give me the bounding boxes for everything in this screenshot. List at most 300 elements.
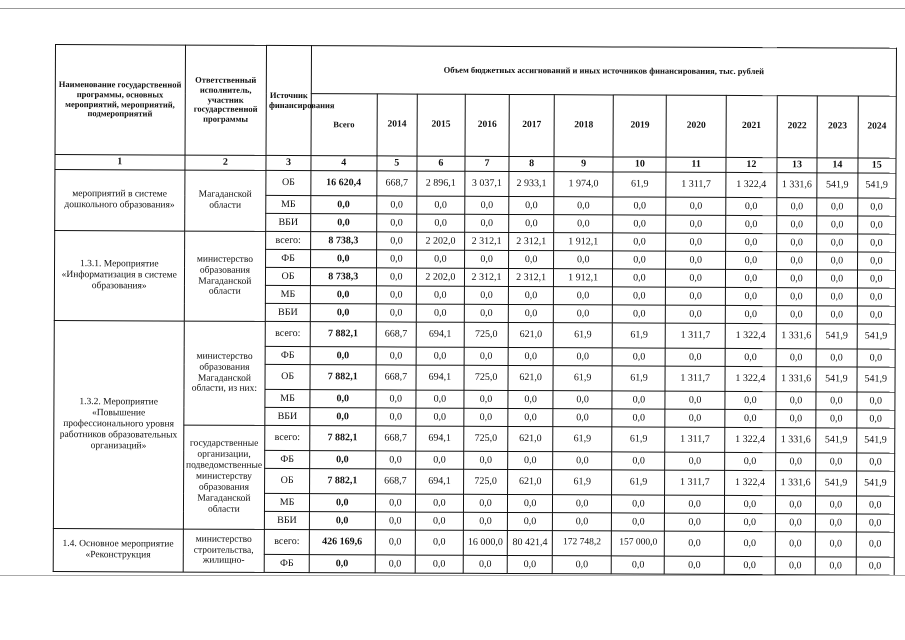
year-value-cell: 0,0 <box>776 252 816 270</box>
year-value-cell: 0,0 <box>857 252 896 270</box>
year-value-cell: 0,0 <box>417 196 465 214</box>
year-value-cell: 0,0 <box>553 409 613 427</box>
year-value-cell: 0,0 <box>815 532 855 557</box>
year-value-cell: 0,0 <box>725 305 776 323</box>
year-value-cell: 621,0 <box>508 426 553 451</box>
header-resp-col: Ответственный исполнитель, участник государственной программы <box>185 45 267 155</box>
year-value-cell: 0,0 <box>776 288 816 306</box>
year-value-cell: 0,0 <box>552 513 612 531</box>
year-value-cell: 0,0 <box>376 214 416 232</box>
year-value-cell: 1 311,7 <box>666 172 726 197</box>
year-value-cell: 541,9 <box>857 173 896 198</box>
year-value-cell: 0,0 <box>775 557 815 575</box>
total-value-cell: 0,0 <box>310 390 376 408</box>
year-value-cell: 694,1 <box>416 365 464 390</box>
year-value-cell: 0,0 <box>726 197 777 215</box>
total-value-cell: 0,0 <box>310 408 376 426</box>
year-value-cell: 1 322,4 <box>726 172 777 197</box>
year-value-cell: 0,0 <box>856 453 895 471</box>
responsible-executor-cell: министерство образования Магаданской области <box>184 231 266 321</box>
total-value-cell: 7 882,1 <box>310 426 376 451</box>
year-value-cell: 0,0 <box>666 233 726 251</box>
year-value-cell: 0,0 <box>553 251 613 269</box>
total-value-cell: 8 738,3 <box>310 268 376 286</box>
year-value-cell: 0,0 <box>665 452 725 470</box>
year-value-cell: 0,0 <box>464 214 509 232</box>
responsible-executor-cell: Магаданской области <box>184 170 266 231</box>
year-value-cell: 61,9 <box>553 366 613 391</box>
header-year-2018: 2018 <box>554 95 614 157</box>
year-value-cell: 0,0 <box>508 512 553 530</box>
year-value-cell: 1 311,7 <box>665 470 725 495</box>
year-value-cell: 0,0 <box>612 556 665 574</box>
year-value-cell: 725,0 <box>463 469 508 494</box>
year-value-cell: 0,0 <box>509 304 554 322</box>
year-value-cell: 0,0 <box>776 270 816 288</box>
year-value-cell: 541,9 <box>816 428 856 453</box>
year-value-cell: 0,0 <box>612 409 665 427</box>
year-value-cell: 0,0 <box>416 304 464 322</box>
year-value-cell: 0,0 <box>508 555 553 573</box>
year-value-cell: 0,0 <box>375 408 415 426</box>
year-value-cell: 1 311,7 <box>666 323 726 348</box>
year-value-cell: 0,0 <box>725 287 776 305</box>
year-value-cell: 0,0 <box>509 286 554 304</box>
total-value-cell: 16 620,4 <box>311 171 377 196</box>
year-value-cell: 0,0 <box>613 287 666 305</box>
column-number: 14 <box>817 158 857 173</box>
column-number: 12 <box>726 157 777 172</box>
year-value-cell: 1 912,1 <box>553 269 613 287</box>
funding-source-cell: ФБ <box>264 554 309 572</box>
year-value-cell: 61,9 <box>612 427 665 452</box>
funding-source-cell: МБ <box>266 195 311 213</box>
year-value-cell: 694,1 <box>416 322 464 347</box>
header-year-2022: 2022 <box>777 96 818 158</box>
year-value-cell: 1 322,4 <box>725 366 776 391</box>
year-value-cell: 0,0 <box>817 252 857 270</box>
year-value-cell: 725,0 <box>463 426 508 451</box>
year-value-cell: 668,7 <box>376 322 416 347</box>
year-value-cell: 0,0 <box>415 512 463 530</box>
column-number: 4 <box>311 156 377 171</box>
year-value-cell: 0,0 <box>464 304 509 322</box>
year-value-cell: 0,0 <box>612 513 665 531</box>
year-value-cell: 0,0 <box>375 494 415 512</box>
total-value-cell: 426 169,6 <box>309 530 375 555</box>
year-value-cell: 0,0 <box>415 530 463 555</box>
funding-source-cell: ФБ <box>265 450 310 468</box>
total-value-cell: 8 738,3 <box>310 232 376 250</box>
year-value-cell: 0,0 <box>375 512 415 530</box>
year-value-cell: 0,0 <box>817 270 857 288</box>
year-value-cell: 0,0 <box>665 513 725 531</box>
year-value-cell: 0,0 <box>817 288 857 306</box>
funding-source-cell: ОБ <box>266 170 311 195</box>
year-value-cell: 0,0 <box>508 347 553 365</box>
year-value-cell: 0,0 <box>553 391 613 409</box>
year-value-cell: 0,0 <box>776 306 816 324</box>
year-value-cell: 0,0 <box>464 408 509 426</box>
year-value-cell: 0,0 <box>416 451 464 469</box>
table-row <box>55 231 896 253</box>
header-year-2023: 2023 <box>817 96 858 158</box>
year-value-cell: 172 748,2 <box>552 531 612 556</box>
year-value-cell: 0,0 <box>815 557 855 575</box>
year-value-cell: 16 000,0 <box>463 530 508 555</box>
year-value-cell: 0,0 <box>416 408 464 426</box>
year-value-cell: 0,0 <box>724 556 775 574</box>
year-value-cell: 61,9 <box>612 366 665 391</box>
year-value-cell: 0,0 <box>376 286 416 304</box>
year-value-cell: 541,9 <box>816 471 856 496</box>
funding-source-cell: ОБ <box>266 267 311 285</box>
budget-table-wrapper <box>53 44 897 576</box>
year-value-cell: 0,0 <box>376 268 416 286</box>
year-value-cell: 0,0 <box>508 408 553 426</box>
year-value-cell: 0,0 <box>857 349 896 367</box>
total-value-cell: 0,0 <box>309 451 375 469</box>
year-value-cell: 668,7 <box>376 365 416 390</box>
year-value-cell: 694,1 <box>416 469 464 494</box>
header-year-2014: 2014 <box>377 94 418 156</box>
year-value-cell: 0,0 <box>724 495 775 513</box>
total-value-cell: 0,0 <box>311 214 377 232</box>
responsible-executor-cell: министерство образования Магаданской области, из них: <box>183 321 265 425</box>
year-value-cell: 0,0 <box>613 233 666 251</box>
header-year-2016: 2016 <box>465 94 510 156</box>
year-value-cell: 621,0 <box>508 365 553 390</box>
year-value-cell: 0,0 <box>775 496 815 514</box>
year-value-cell: 0,0 <box>612 348 665 366</box>
year-value-cell: 0,0 <box>857 306 896 324</box>
year-value-cell: 1 322,4 <box>724 470 775 495</box>
year-value-cell: 0,0 <box>612 495 665 513</box>
year-value-cell: 2 202,0 <box>417 232 465 250</box>
year-value-cell: 0,0 <box>376 390 416 408</box>
year-value-cell: 61,9 <box>553 323 613 348</box>
year-value-cell: 541,9 <box>856 428 895 453</box>
year-value-cell: 725,0 <box>464 322 509 347</box>
year-value-cell: 0,0 <box>613 251 666 269</box>
year-value-cell: 0,0 <box>816 349 856 367</box>
year-value-cell: 0,0 <box>856 496 895 514</box>
year-value-cell: 0,0 <box>553 452 613 470</box>
header-total-col: Всего <box>311 94 377 156</box>
year-value-cell: 0,0 <box>776 234 816 252</box>
header-year-2019: 2019 <box>613 95 666 157</box>
year-value-cell: 0,0 <box>776 453 816 471</box>
year-value-cell: 0,0 <box>417 214 465 232</box>
year-value-cell: 1 322,4 <box>725 427 776 452</box>
year-value-cell: 2 312,1 <box>509 268 554 286</box>
total-value-cell: 0,0 <box>310 286 376 304</box>
year-value-cell: 0,0 <box>463 512 508 530</box>
header-year-2021: 2021 <box>726 95 777 157</box>
funding-source-cell: ВБИ <box>266 303 311 321</box>
year-value-cell: 0,0 <box>375 451 415 469</box>
year-value-cell: 541,9 <box>817 173 857 198</box>
year-value-cell: 725,0 <box>464 365 509 390</box>
year-value-cell: 0,0 <box>665 391 725 409</box>
column-number: 2 <box>184 155 266 170</box>
year-value-cell: 694,1 <box>416 426 464 451</box>
year-value-cell: 61,9 <box>613 172 666 197</box>
year-value-cell: 0,0 <box>856 557 895 575</box>
year-value-cell: 0,0 <box>417 250 465 268</box>
year-value-cell: 0,0 <box>665 556 725 574</box>
year-value-cell: 0,0 <box>552 556 612 574</box>
table-row <box>55 170 896 199</box>
column-number: 1 <box>55 155 185 171</box>
year-value-cell: 0,0 <box>816 514 856 532</box>
year-value-cell: 0,0 <box>554 215 614 233</box>
year-value-cell: 1 311,7 <box>665 366 725 391</box>
funding-source-cell: всего: <box>265 321 310 346</box>
year-value-cell: 0,0 <box>464 250 509 268</box>
year-value-cell: 0,0 <box>666 197 726 215</box>
column-number: 13 <box>777 158 817 173</box>
year-value-cell: 0,0 <box>817 198 857 216</box>
year-value-cell: 2 312,1 <box>464 232 509 250</box>
year-value-cell: 0,0 <box>509 214 554 232</box>
header-year-2017: 2017 <box>509 94 554 156</box>
year-value-cell: 0,0 <box>416 390 464 408</box>
year-value-cell: 3 037,1 <box>465 171 510 196</box>
total-value-cell: 0,0 <box>310 250 376 268</box>
year-value-cell: 541,9 <box>816 367 856 392</box>
year-value-cell: 0,0 <box>725 452 776 470</box>
year-value-cell: 0,0 <box>612 391 665 409</box>
year-value-cell: 0,0 <box>816 453 856 471</box>
year-value-cell: 61,9 <box>552 470 612 495</box>
year-value-cell: 621,0 <box>508 469 553 494</box>
year-value-cell: 0,0 <box>724 513 775 531</box>
year-value-cell: 0,0 <box>724 531 775 556</box>
year-value-cell: 0,0 <box>817 216 857 234</box>
year-value-cell: 0,0 <box>554 197 614 215</box>
year-value-cell: 1 974,0 <box>554 172 614 197</box>
year-value-cell: 0,0 <box>665 531 725 556</box>
funding-source-cell: ФБ <box>266 249 311 267</box>
header-source-col: Источник финансирования <box>266 45 311 155</box>
year-value-cell: 621,0 <box>509 322 554 347</box>
year-value-cell: 0,0 <box>775 514 815 532</box>
year-value-cell: 61,9 <box>613 323 666 348</box>
year-value-cell: 0,0 <box>817 234 857 252</box>
table-row <box>54 320 895 349</box>
header-volume-col: Объем бюджетных ассигнований и иных источников финансирования, тыс. рублей <box>311 46 896 97</box>
year-value-cell: 80 421,4 <box>508 530 553 555</box>
year-value-cell: 0,0 <box>777 216 817 234</box>
header-year-2020: 2020 <box>666 95 726 157</box>
year-value-cell: 61,9 <box>553 427 613 452</box>
year-value-cell: 0,0 <box>465 196 510 214</box>
year-value-cell: 0,0 <box>552 495 612 513</box>
year-value-cell: 0,0 <box>725 251 776 269</box>
year-value-cell: 1 331,6 <box>776 367 816 392</box>
year-value-cell: 0,0 <box>553 305 613 323</box>
total-value-cell: 0,0 <box>310 304 376 322</box>
funding-source-cell: МБ <box>265 389 310 407</box>
funding-source-cell: ФБ <box>265 346 310 364</box>
funding-source-cell: ВБИ <box>266 213 311 231</box>
year-value-cell: 2 896,1 <box>417 171 465 196</box>
year-value-cell: 0,0 <box>725 409 776 427</box>
budget-table <box>53 44 897 576</box>
program-name-cell: 1.4. Основное мероприятие «Реконструкция <box>53 528 183 572</box>
year-value-cell: 2 202,0 <box>416 268 464 286</box>
year-value-cell: 0,0 <box>725 269 776 287</box>
year-value-cell: 0,0 <box>463 451 508 469</box>
year-value-cell: 0,0 <box>508 494 553 512</box>
year-value-cell: 0,0 <box>725 348 776 366</box>
year-value-cell: 0,0 <box>665 409 725 427</box>
total-value-cell: 7 882,1 <box>310 365 376 390</box>
year-value-cell: 0,0 <box>376 347 416 365</box>
year-value-cell: 0,0 <box>416 347 464 365</box>
funding-source-cell: всего: <box>265 425 310 450</box>
year-value-cell: 0,0 <box>375 530 415 555</box>
table-body <box>53 170 896 576</box>
column-number: 8 <box>509 156 554 171</box>
year-value-cell: 541,9 <box>857 367 896 392</box>
year-value-cell: 668,7 <box>375 469 415 494</box>
year-value-cell: 1 331,6 <box>776 324 816 349</box>
column-number: 3 <box>266 155 311 170</box>
year-value-cell: 2 312,1 <box>464 268 509 286</box>
funding-source-cell: ОБ <box>265 468 310 493</box>
year-value-cell: 0,0 <box>463 555 508 573</box>
total-value-cell: 7 882,1 <box>310 322 376 347</box>
funding-source-cell: всего: <box>265 529 310 554</box>
year-value-cell: 157 000,0 <box>612 531 665 556</box>
total-value-cell: 0,0 <box>309 512 375 530</box>
total-value-cell: 0,0 <box>309 494 375 512</box>
year-value-cell: 0,0 <box>857 198 896 216</box>
year-value-cell: 0,0 <box>857 234 896 252</box>
year-value-cell: 2 933,1 <box>509 171 554 196</box>
year-value-cell: 0,0 <box>613 197 666 215</box>
year-value-cell: 0,0 <box>375 555 415 573</box>
year-value-cell: 0,0 <box>666 305 726 323</box>
top-divider <box>0 8 905 9</box>
year-value-cell: 0,0 <box>509 250 554 268</box>
responsible-executor-cell: министерство строительства, жилищно- <box>183 529 265 572</box>
year-value-cell: 0,0 <box>856 392 895 410</box>
year-value-cell: 0,0 <box>613 269 666 287</box>
year-value-cell: 1 331,6 <box>776 428 816 453</box>
column-number: 6 <box>417 156 465 171</box>
year-value-cell: 61,9 <box>612 470 665 495</box>
header-name-col: Наименование государственной программы, основных мероприятий, мероприятий, подмероприятий <box>55 45 185 156</box>
total-value-cell: 7 882,1 <box>309 469 375 494</box>
year-value-cell: 1 912,1 <box>554 233 614 251</box>
year-value-cell: 0,0 <box>415 494 463 512</box>
header-year-2024: 2024 <box>858 96 897 158</box>
year-value-cell: 0,0 <box>464 347 509 365</box>
year-value-cell: 0,0 <box>666 348 726 366</box>
year-value-cell: 0,0 <box>553 287 613 305</box>
program-name-cell: 1.3.1. Мероприятие «Информатизация в системе образования» <box>54 231 184 322</box>
year-value-cell: 1 322,4 <box>725 323 776 348</box>
year-value-cell: 0,0 <box>857 270 896 288</box>
funding-source-cell: всего: <box>266 231 311 249</box>
funding-source-cell: МБ <box>266 285 311 303</box>
year-value-cell: 0,0 <box>613 215 666 233</box>
year-value-cell: 0,0 <box>666 251 726 269</box>
year-value-cell: 0,0 <box>856 532 895 557</box>
funding-source-cell: ВБИ <box>265 511 310 529</box>
year-value-cell: 0,0 <box>776 349 816 367</box>
year-value-cell: 0,0 <box>508 390 553 408</box>
year-value-cell: 0,0 <box>666 215 726 233</box>
year-value-cell: 0,0 <box>416 286 464 304</box>
year-value-cell: 541,9 <box>856 471 895 496</box>
column-number: 11 <box>666 157 726 172</box>
total-value-cell: 0,0 <box>311 196 377 214</box>
year-value-cell: 0,0 <box>464 390 509 408</box>
program-name-cell: мероприятий в системе дошкольного образования» <box>55 170 185 232</box>
year-value-cell: 1 331,6 <box>775 471 815 496</box>
year-value-cell: 0,0 <box>857 216 896 234</box>
year-value-cell: 0,0 <box>612 452 665 470</box>
table-header <box>55 45 897 174</box>
column-number: 7 <box>465 156 510 171</box>
year-value-cell: 0,0 <box>725 391 776 409</box>
year-value-cell: 0,0 <box>856 514 895 532</box>
year-value-cell: 0,0 <box>376 304 416 322</box>
year-value-cell: 0,0 <box>775 532 815 557</box>
column-number: 15 <box>857 158 896 173</box>
year-value-cell: 0,0 <box>464 286 509 304</box>
year-value-cell: 0,0 <box>376 196 416 214</box>
year-value-cell: 0,0 <box>856 410 895 428</box>
year-value-cell: 0,0 <box>816 306 856 324</box>
bottom-divider <box>0 575 905 576</box>
column-number: 10 <box>613 157 666 172</box>
year-value-cell: 1 331,6 <box>777 173 817 198</box>
year-value-cell: 0,0 <box>463 494 508 512</box>
year-value-cell: 668,7 <box>375 426 415 451</box>
year-value-cell: 0,0 <box>816 496 856 514</box>
total-value-cell: 0,0 <box>310 347 376 365</box>
program-name-cell: 1.3.2. Мероприятие «Повышение профессионального уровня работников образовательных организаций» <box>53 320 183 529</box>
year-value-cell: 0,0 <box>376 250 416 268</box>
year-value-cell: 0,0 <box>857 288 896 306</box>
year-value-cell: 0,0 <box>776 410 816 428</box>
year-value-cell: 0,0 <box>553 348 613 366</box>
year-value-cell: 668,7 <box>376 171 416 196</box>
year-value-cell: 0,0 <box>376 232 416 250</box>
funding-source-cell: ВБИ <box>265 407 310 425</box>
year-value-cell: 0,0 <box>415 555 463 573</box>
year-value-cell: 0,0 <box>776 392 816 410</box>
year-value-cell: 541,9 <box>857 324 896 349</box>
funding-source-cell: МБ <box>265 493 310 511</box>
year-value-cell: 0,0 <box>726 215 777 233</box>
year-value-cell: 0,0 <box>666 269 726 287</box>
funding-source-cell: ОБ <box>265 364 310 389</box>
year-value-cell: 0,0 <box>666 287 726 305</box>
total-value-cell: 0,0 <box>309 555 375 573</box>
year-value-cell: 0,0 <box>816 392 856 410</box>
year-value-cell: 0,0 <box>665 495 725 513</box>
column-number: 5 <box>377 156 417 171</box>
header-year-2015: 2015 <box>417 94 465 156</box>
year-value-cell: 0,0 <box>509 196 554 214</box>
responsible-executor-cell: государственные организации, подведомственные министерству образования Магаданской области <box>183 425 265 529</box>
